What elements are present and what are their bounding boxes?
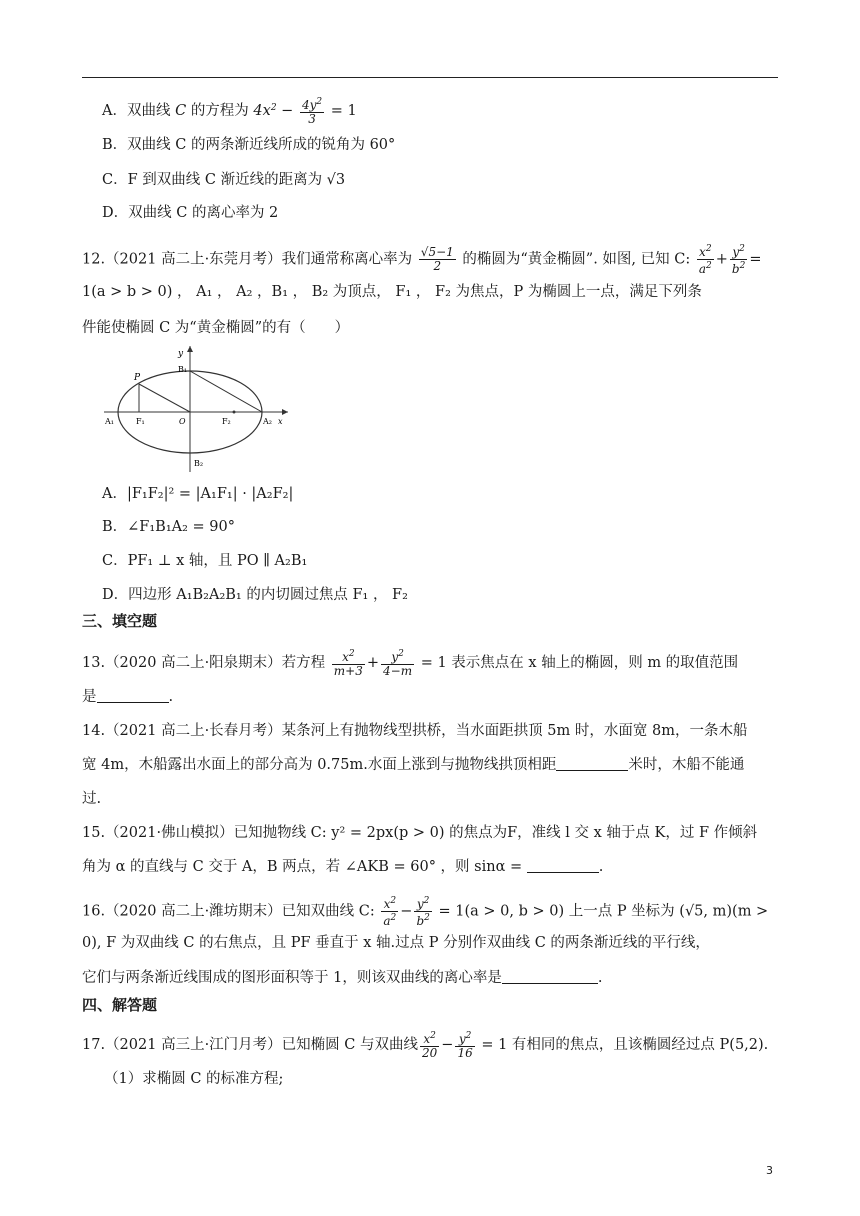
q14-line-3: 过. [82,791,102,807]
figure-label-a2: A₂ [263,417,272,426]
q12-line-1: 12.（2021 高二上·东莞月考）我们通常称离心率为 $\frac{√5-1}{2}$ 的椭圆为“黄金椭圆”. 如图, 已知 C: $\frac{x^2}{a^2}$ + $\frac{y^2}{b^2}$ = [82,244,762,276]
figure-label-b2: B₂ [194,459,204,468]
figure-label-o: O [179,417,186,426]
q14-answer-blank [556,755,628,771]
figure-label-a1: A₁ [105,417,114,426]
q15-line-1: 15.（2021·佛山模拟）已知抛物线 C: y² = 2px(p > 0) 的焦点为F，准线 l 交 x 轴于点 K，过 F 作倾斜 [82,825,758,841]
figure-label-y: y [178,349,184,359]
figure-label-x: x [278,417,283,426]
q13-answer-blank [97,687,169,703]
q12-line-2: 1(a > b > 0) ， A₁ ， A₂ ，B₁ ， B₂ 为顶点， F₁ ， F₂ 为焦点，P 为椭圆上一点，满足下列条 [82,284,702,300]
q17-sub-1: （1）求椭圆 C 的标准方程; [104,1071,284,1087]
q12-option-c: C．PF₁ ⊥ x 轴，且 PO ∥ A₂B₁ [102,553,308,569]
header-rule [82,77,778,78]
q15-answer-blank [527,857,599,873]
figure-label-f1: F₁ [136,417,145,426]
q13-line-2: 是 . [82,689,174,705]
q11-option-b: B．双曲线 C 的两条渐近线所成的锐角为 60° [102,137,396,153]
q12-option-a: A．|F₁F₂|² = |A₁F₁| · |A₂F₂| [102,486,294,502]
q16-line-1: 16.（2020 高二上·潍坊期末）已知双曲线 C: $\frac{x^2}{a^2}$ − $\frac{y^2}{b^2}$ = 1(a > 0, b > 0) 上一点 P 坐标为 (√5, m)(m > [82,896,769,928]
q14-line-1: 14.（2021 高二上·长春月考）某条河上有抛物线型拱桥，当水面距拱顶 5m 时，水面宽 8m，一条木船 [82,723,748,739]
q17-line-1: 17.（2021 高三上·江门月考）已知椭圆 C 与双曲线 $\frac{x^2}{20}$ − $\frac{y^2}{16}$ = 1 有相同的焦点，且该椭圆经过点 P(5,2). [82,1031,769,1060]
ellipse-figure [102,342,292,474]
section-heading-answer: 四、解答题 [82,996,158,1014]
q16-line-3: 它们与两条渐近线围成的图形面积等于 1，则该双曲线的离心率是 . [82,970,603,986]
q13-line-1: 13.（2020 高二上·阳泉期末）若方程 $\frac{x^2}{m+3}$ + $\frac{y^2}{4-m}$ = 1 表示焦点在 x 轴上的椭圆，则 m 的取值范围 [82,649,739,678]
q12-line-3: 件能使椭圆 C 为“黄金椭圆”的有（ ） [82,320,350,336]
q12-option-d: D．四边形 A₁B₂A₂B₁ 的内切圆过焦点 F₁ ， F₂ [102,587,408,603]
q14-line-2: 宽 4m，木船露出水面上的部分高为 0.75m.水面上涨到与抛物线拱顶相距 米时，木船不能通 [82,757,745,773]
section-heading-fill-in: 三、填空题 [82,612,158,630]
q16-answer-blank [502,968,598,984]
page-number: 3 [766,1164,773,1177]
q11-option-a: A．双曲线 C 的方程为 $4x^2$ − $\frac{4y^2}{3}$ = 1 [102,97,357,126]
q16-line-2: 0), F 为双曲线 C 的右焦点，且 PF 垂直于 x 轴.过点 P 分别作双曲线 C 的两条渐近线的平行线， [82,935,710,951]
figure-label-f2: F₂ [222,417,231,426]
figure-label-b1: B₁ [178,365,188,374]
q12-option-b: B．∠F₁B₁A₂ = 90° [102,519,235,535]
figure-label-p: P [134,373,141,383]
q11-option-d: D．双曲线 C 的离心率为 2 [102,205,279,221]
q15-line-2: 角为 α 的直线与 C 交于 A，B 两点，若 ∠AKB = 60° ，则 sinα = . [82,859,604,875]
q11-option-c: C．F 到双曲线 C 渐近线的距离为 √3 [102,172,346,188]
